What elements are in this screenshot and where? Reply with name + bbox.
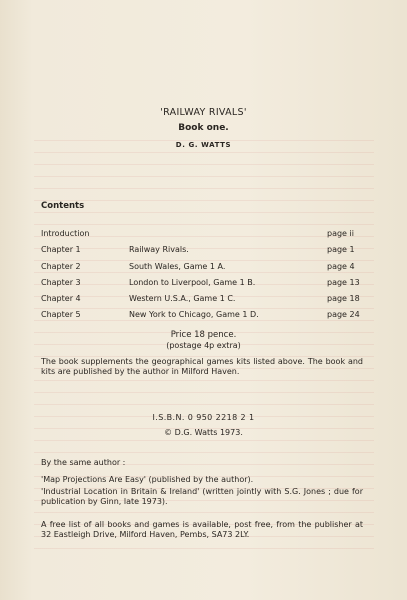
toc-title: Railway Rivals. [129, 245, 189, 254]
toc-chapter: Chapter 4 [41, 294, 81, 303]
toc-page: page 13 [327, 278, 360, 287]
toc-title: New York to Chicago, Game 1 D. [129, 310, 259, 319]
toc-title: Western U.S.A., Game 1 C. [129, 294, 236, 303]
postage-text: (postage 4p extra) [166, 341, 241, 350]
toc-page: page 24 [327, 310, 360, 319]
copyright-text: © D.G. Watts 1973. [164, 428, 243, 437]
works-item: 'Map Projections Are Easy' (published by the author). [41, 475, 254, 484]
isbn-text: I.S.B.N. 0 950 2218 2 1 [152, 413, 255, 422]
toc-page: page 1 [327, 245, 355, 254]
supplement-paragraph: The book supplements the geographical games kits listed above. The book and kits are published by the author in Milford Haven. [41, 357, 363, 376]
same-author-heading: By the same author : [41, 458, 126, 467]
toc-page: page 4 [327, 262, 355, 271]
book-subtitle: Book one. [178, 123, 229, 133]
toc-chapter: Chapter 3 [41, 278, 81, 287]
toc-title: London to Liverpool, Game 1 B. [129, 278, 256, 287]
toc-chapter: Chapter 2 [41, 262, 81, 271]
author-name: D. G. WATTS [175, 141, 232, 149]
book-title: 'RAILWAY RIVALS' [160, 107, 247, 118]
contents-heading: Contents [41, 201, 85, 211]
toc-chapter: Chapter 5 [41, 310, 81, 319]
toc-chapter: Introduction [41, 229, 90, 238]
toc-chapter: Chapter 1 [41, 245, 81, 254]
toc-page: page 18 [327, 294, 360, 303]
toc-title: South Wales, Game 1 A. [129, 262, 226, 271]
price-text: Price 18 pence. [170, 330, 237, 340]
toc-page: page ii [327, 229, 354, 238]
free-list-paragraph: A free list of all books and games is available, post free, from the publisher at 32 Eastleigh Drive, Milford Haven, Pembs, SA73 2LY. [41, 520, 363, 539]
works-item: 'Industrial Location in Britain & Ireland' (written jointly with S.G. Jones ; due for publication by Ginn, late 1973). [41, 487, 363, 506]
